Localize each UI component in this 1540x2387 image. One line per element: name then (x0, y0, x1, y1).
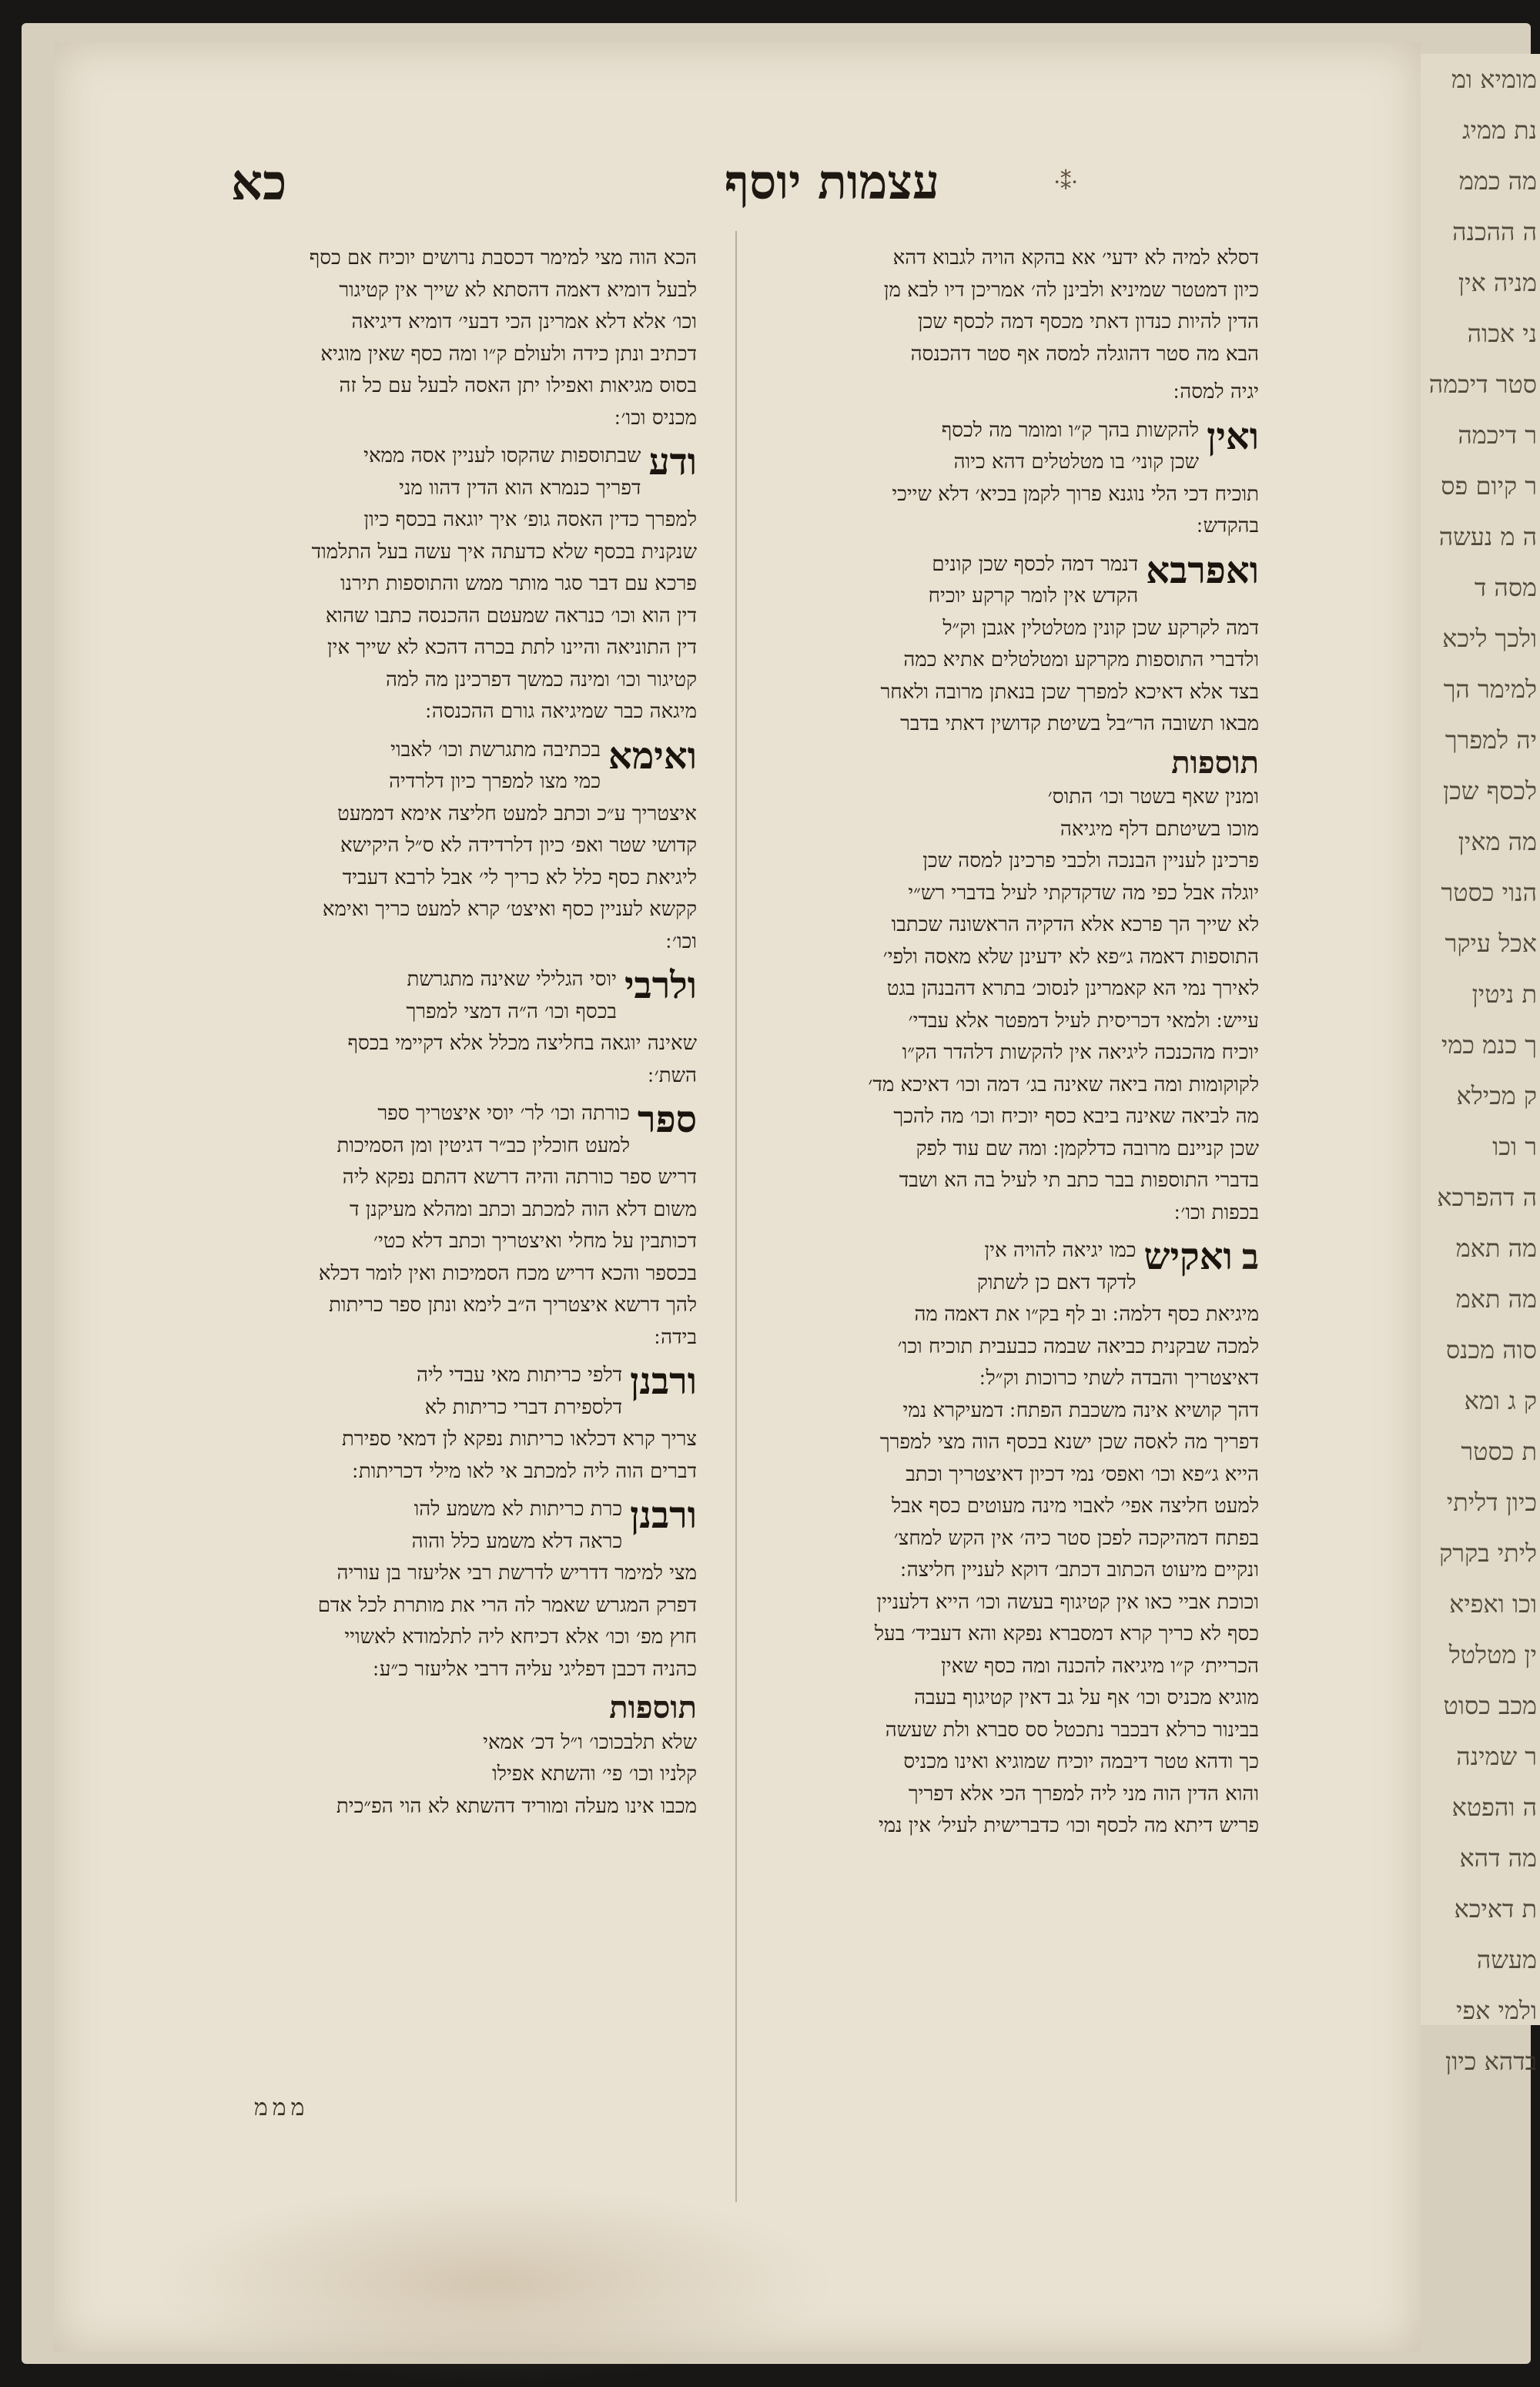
text-line: דברים הוה ליה למכתב אי לאו מילי דכריתות ׃ (352, 1459, 697, 1483)
text-column-right (758, 243, 1259, 1849)
text-line: בבינור כרלא דבכבר נתכטל סס סברא ולת שעשה (885, 1718, 1259, 1742)
commentary-paragraph (758, 243, 1259, 370)
text-line: ולדברי התוספות מקרקע ומטלטלים אתיא כמה (903, 648, 1259, 671)
next-page-text-fragment: ה מ נעשה (1438, 522, 1537, 551)
next-page-text-fragment: הנוי כסטר (1441, 878, 1537, 907)
text-line: כמו יגיאה להויה אין (984, 1239, 1137, 1262)
text-line: בכפות וכו׳ ׃ (1174, 1200, 1259, 1224)
text-line: לאירך נמי הא קאמרינן לנסוכ׳ בתרא דהבנהן בגט (886, 977, 1259, 1000)
next-page-text-fragment: מה תאמ (1455, 1234, 1537, 1263)
text-line: דפריך כנמרא הוא הדין דהוו מני (399, 476, 641, 500)
text-line: קדושי שטר ואפ׳ כיון דלרדידה לא ס״ל היקישא (340, 834, 697, 857)
lemma-heading: ורבנן (630, 1360, 697, 1403)
text-line: התוספות דאמה ג״פא לא ידעינן שלא מאסה ולפי׳ (882, 945, 1259, 969)
text-line: דאיצטריך והבדה לשתי כרוכות וק״ל ׃ (979, 1367, 1259, 1390)
next-page-text-fragment: אכל עיקר (1445, 929, 1537, 958)
text-line: ומנין שאף בשטר וכו׳ התוס׳ (1047, 785, 1259, 808)
text-line: שבתוספות שהקסו לעניין אסה ממאי (363, 444, 641, 467)
next-page-text-fragment: מומיא ומ (1451, 65, 1537, 94)
next-page-text-fragment: סטר דיכמה (1428, 370, 1537, 399)
text-line: להקשות בהך ק״ו ומומר מה לכסף (941, 418, 1200, 442)
text-line: דכותבין על מחלי ואיצטריך וכתב דלא כטי׳ (373, 1230, 697, 1253)
text-line: הייא ג״פא וכו׳ ואפס׳ נמי דכיון דאיצטריך וכתב (906, 1462, 1259, 1486)
text-line: השת׳ ׃ (648, 1063, 697, 1087)
text-line: מוכו בשיטתם דלף מיגיאה (1060, 817, 1259, 841)
text-line: יוגלה אבל כפי מה שדקדקתי לעיל בדברי רש״י (908, 881, 1259, 905)
tosafot-heading: תוספות (1171, 744, 1259, 781)
text-line: פרכא עם דבר סגר מותר ממש והתוספות תירנו (340, 572, 697, 595)
lemma-heading: ולרבי (624, 964, 697, 1007)
text-line: כהניה דכבן דפליגי עליה דרבי אליעזר כ״ע ׃ (373, 1657, 697, 1681)
next-page-text-fragment: למימר הך (1443, 675, 1537, 704)
text-line: כיון דמטטר שמיניא ולבינן לה׳ אמריכן דיו לבא מן (883, 278, 1259, 302)
next-page-text-fragment: מסה ד (1474, 573, 1537, 602)
text-line: מצי למימר דדריש לדרשת רבי אליעזר בן עוריה (336, 1562, 697, 1585)
text-line: עייש ׃ ולמאי דכריסית לעיל דמפטר אלא עבדי׳ (908, 1009, 1259, 1033)
text-line: כראה דלא משמע כלל והוה (411, 1529, 623, 1553)
text-line: בסוס מגיאות ואפילו יתן האסה לבעל עם כל זה (339, 374, 697, 397)
text-line: מכניס וכו׳ ׃ (614, 406, 697, 430)
next-page-text-fragment: ת כסטר (1461, 1437, 1537, 1466)
tosafot-heading: תוספות (609, 1689, 697, 1726)
next-page-text-fragment: ולמי אפי (1455, 1996, 1537, 2025)
text-line: והוא הדין הוה מני ליה למפרך הכי אלא דפריך (908, 1782, 1259, 1806)
commentary-paragraph (196, 1494, 697, 1686)
text-line: הבא מה סטר דהוגלה למסה אף סטר דהכנסה (910, 342, 1259, 366)
text-line: משום דלא הוה למכתב וכתב ומהלא מעיקנן ד (349, 1197, 697, 1221)
next-page-text-fragment: מה מאין (1458, 827, 1537, 856)
text-line: בדברי התוספות בבר כתב תי לעיל בה הא ושבד (899, 1169, 1259, 1192)
text-line: שכן קוני׳ בו מטלטלים דהא כיוה (953, 450, 1200, 474)
text-line: מוגיא מכניס וכו׳ אף על גב דאין קטיגוף בעבה (914, 1686, 1259, 1709)
next-page-edge (1417, 54, 1540, 2076)
next-page-text-fragment: ה ההכנה (1452, 217, 1537, 246)
text-line: איצטריך ע״כ וכתב למעט חליצה אימא דממעט (337, 802, 697, 825)
text-line: פרכינן לעניין הבנכה ולכבי פרכינן למסה שכן (922, 849, 1259, 872)
text-line: למעט חוכלין כב״ר דגיטין ומן הסמיכות (336, 1133, 630, 1157)
text-line: לא שייך הך פרכא אלא הדקיה הראשונה שכתבו (891, 913, 1259, 936)
text-line: מיגיאת כסף דלמה ׃ וב לף בק״ו את דאמה מה (914, 1303, 1259, 1326)
text-line: דפרק המגרש שאמר לה הרי את מותרת לכל אדם (317, 1593, 697, 1617)
text-line: למעט חליצה אפי׳ לאבוי מינה מעוטים כסף אבל (891, 1495, 1259, 1518)
text-line: חוץ מפ׳ וכו׳ אלא דכיחא ליה לתלמודא לאשויי (344, 1625, 697, 1649)
text-line: צריך קרא דכלאו כריתות נפקא לן דמאי ספירת (342, 1428, 697, 1451)
text-line: קלניו וכו׳ פי׳ והשתא אפילו (492, 1763, 697, 1786)
text-line: דין התוניאה והיינו לתת בכרה דהכא לא שייך אין (327, 636, 697, 659)
text-line: בכסף וכו׳ ה״ה דמצי למפרך (406, 999, 617, 1023)
next-page-text-fragment: ולכך ליכא (1442, 624, 1537, 653)
paper-stain (146, 2183, 839, 2383)
next-page-text-fragment: ני אכוה (1467, 319, 1537, 348)
next-page-text-fragment: כיון דליתי (1446, 1488, 1537, 1517)
page-header (139, 154, 1371, 246)
commentary-paragraph (758, 1235, 1259, 1843)
text-line: הכריית׳ ק״ו מיגיאה להכנה ומה כסף שאין (941, 1654, 1259, 1678)
section-marker: ב (1241, 1236, 1259, 1277)
next-page-text-fragment: לכסף שכן (1442, 776, 1537, 805)
commentary-paragraph (196, 1098, 697, 1354)
next-page-text-fragment: ליתי בקרק (1439, 1538, 1537, 1568)
commentary-paragraph (758, 415, 1259, 543)
next-page-text-fragment: ה דהפרכא (1437, 1183, 1537, 1212)
running-title: עצמות יוסף (724, 154, 939, 210)
text-line: וכוכת אביי כאו אין קטיגוף בעשה וכו׳ הייא דלעניין (876, 1590, 1259, 1614)
header-ornament-icon: ·⁑· (1053, 169, 1078, 195)
next-page-text-fragment: ק ג ומא (1464, 1386, 1537, 1415)
text-line: דהך קושיא אינה משכבת הפתח ׃ דמעיקרא נמי (902, 1398, 1259, 1422)
next-page-text-fragment: ה והפטא (1451, 1793, 1537, 1822)
text-line: שאינה יוגאה בחליצה מכלל אלא דקיימי בכסף (347, 1032, 697, 1055)
next-page-text-fragment: ק מכילא (1456, 1081, 1537, 1110)
lemma-heading: ואימא (608, 734, 697, 778)
text-line: תוכיח דכי הלי נוגנא פרוך לקמן בכיא׳ דלא שייכי (892, 482, 1259, 506)
text-line: בהקדש ׃ (1197, 514, 1259, 537)
lemma-heading: ואפרבא (1146, 548, 1259, 592)
text-line: דריש ספר כורתה והיה דרשא דהתם נפקא ליה (342, 1166, 697, 1189)
text-line: דמה לקרקע שכן קונין מטלטלין אגבן וק״ל (942, 616, 1259, 640)
next-page-text-fragment: נת ממיג (1462, 116, 1537, 145)
next-page-text-fragment: יה למפרך (1445, 725, 1537, 755)
folio-number: כא (231, 154, 287, 212)
text-line: בכספר והכא דריש מכח הסמיכות ואין לומר דכלא (318, 1261, 697, 1285)
column-divider (735, 231, 737, 2202)
next-page-text-fragment: ר וכו (1492, 1132, 1537, 1161)
next-page-text-fragment: ת ניטין (1471, 979, 1537, 1009)
text-line: להך דרשא איצטריך ה״ב לימא ונתן ספר כריתות (329, 1294, 697, 1317)
next-page-text-fragment: בדהא כיון (1445, 2047, 1537, 2076)
text-line: דין הוא וכו׳ כנראה שמעטם ההכנסה כתבו שהוא (325, 604, 697, 628)
text-line: וכו׳ ׃ (665, 929, 697, 953)
text-line: כורתה וכו׳ לר׳ יוסי איצטריך ספר (377, 1102, 630, 1125)
text-line: ליגיאת כסף כלל לא כריך לי׳ אבל לרבא דעביד (342, 865, 697, 889)
text-line: דלספירת דברי כריתות לא (424, 1395, 623, 1419)
text-line: יוסי הגלילי שאינה מתגרשת (407, 968, 617, 991)
text-line: מה לביאה שאינה ביבא כסף יוכיח וכו׳ מה להכך (893, 1105, 1259, 1128)
text-line: למפרך כדין האסה גופ׳ איך יוגאה בכסף כיון (363, 508, 697, 531)
text-line: דלפי כריתות מאי עבדי ליה (416, 1364, 623, 1387)
commentary-paragraph (196, 735, 697, 959)
text-line: ונקיים מיעוט הכתוב דכתב׳ דוקא לעניין חליצה ׃ (900, 1558, 1259, 1582)
next-page-text-fragment: ר קיום פס (1441, 471, 1537, 500)
next-page-text-fragment: מה כממ (1458, 166, 1537, 196)
text-line: יוכיח מהכנכה ליגיאה אין להקשות דלהדר הק״ו (902, 1041, 1259, 1064)
next-page-text-fragment: ר דיכמה (1458, 420, 1537, 450)
text-line: לבעל דומיא דאמה דהסתא לא שייך אין קטיגור (339, 278, 697, 302)
commentary-paragraph (196, 243, 697, 434)
commentary-paragraph (196, 964, 697, 1092)
signature-mark: מממ (254, 2094, 310, 2121)
text-line: בצד אלא דאיכא למפרך שכן בנאתן מרובה ולאחר (880, 680, 1259, 704)
text-line: למכה שבקנית כביאה שבמה כבעבית תוכיח וכו׳ (897, 1334, 1259, 1358)
lemma-heading: ספר (638, 1098, 697, 1141)
text-line: שלא תלבכוכו׳ ו״ל דכ׳ אמאי (483, 1730, 697, 1754)
text-line: שכן קניינם מרובה כדלקמן ׃ ומה שם עוד לפק (916, 1137, 1259, 1160)
commentary-paragraph (758, 377, 1259, 409)
text-line: כרת כריתות לא משמע להו (413, 1498, 623, 1521)
text-line: הקדש אין לומר קרקע יוכיח (928, 584, 1139, 608)
lemma-heading: ואין (1207, 414, 1259, 458)
text-line: דכתיב ונתן כידה ולעולם ק״ו ומה כסף שאין מוגיא (320, 342, 697, 366)
next-page-text-fragment: מניה אין (1458, 268, 1537, 297)
text-line: כמי מצו למפרך כיון דלרדיה (389, 770, 601, 793)
text-line: בידה ׃ (654, 1325, 697, 1349)
commentary-paragraph (196, 1360, 697, 1488)
next-page-text-fragment: סוה מכנס (1445, 1335, 1537, 1364)
text-line: לקוקומות ומה ביאה שאינה בג׳ דמה וכו׳ דאיכא מד׳ (868, 1073, 1259, 1096)
next-page-text-fragment: ין מטלטל (1448, 1640, 1537, 1669)
text-line: כסף לא כריך קרא דמסברא נפקא והא דעביד׳ בעל (874, 1622, 1259, 1645)
lemma-heading: ורבנן (630, 1494, 697, 1537)
text-line: מיגאה כבר שמיגיאה גורם ההכנסה ׃ (425, 700, 697, 723)
text-line: קקשא לעניין כסף ואיצט׳ קרא למעט כריך ואימא (322, 898, 697, 921)
text-line: שנקנית בכסף שלא כדעתה איך עשה בעל התלמוד (311, 540, 697, 564)
next-page-text-fragment: מעשה (1476, 1945, 1537, 1974)
commentary-paragraph (758, 549, 1259, 741)
next-page-text-fragment: ך כנמ כמי (1441, 1030, 1537, 1060)
lemma-heading: ואקיש (1143, 1235, 1233, 1278)
text-line: דפריך מה לאסה שכן ישנא בכסף הוה מצי למפרך (879, 1431, 1259, 1454)
text-line: כך ודהא טטר דיבמה יוכיח שמוגיא ואינו מכניס (903, 1750, 1259, 1773)
text-line: פריש דיתא מה לכסף וכו׳ כדברישית לעיל׳ אין נמי (878, 1814, 1259, 1837)
text-column-left (196, 243, 697, 1829)
text-line: דסלא למיה לא ידעי׳ אא בהקא הויה לגבוא דהא (892, 246, 1259, 270)
next-page-text-fragment: מכב כסוט (1443, 1691, 1537, 1720)
text-line: קטיגור וכו׳ ומינה כמשך דפרכינן מה למה (385, 668, 697, 691)
commentary-paragraph (758, 744, 1259, 1230)
lemma-heading: ודע (648, 440, 697, 484)
text-line: וכו׳ אלא דלא אמרינן הכי דבעי׳ דומיא דיגיאה (351, 310, 697, 333)
text-line: דנמר דמה לכסף שכן קונים (932, 552, 1139, 576)
text-line: בכתיבה מתגרשת וכו׳ לאבוי (390, 738, 601, 762)
commentary-paragraph (196, 1689, 697, 1823)
text-line: בפתח דמהיקכה לפכן סטר כיה׳ אין הקש למחצ׳ (893, 1526, 1259, 1550)
next-page-text-fragment: מה תאמ (1455, 1284, 1537, 1314)
text-line: יגיה למסה ׃ (1173, 380, 1259, 403)
text-line: הכא הוה מצי למימר דכסבת נרושים יוכיח אם כסף (309, 246, 697, 270)
commentary-paragraph (196, 440, 697, 728)
next-page-text-fragment: ת דאיכא (1454, 1894, 1537, 1923)
text-line: הדין להיות כנדון דאתי מכסף דמה לכסף שכן (917, 310, 1259, 333)
text-line: לדקד דאם כן לשתוק (976, 1270, 1137, 1294)
text-line: מבאו תשובה הר״בל בשיטת קדושין דאתי בדבר (900, 712, 1259, 735)
next-page-text-fragment: מה דהא (1459, 1843, 1537, 1873)
next-page-text-fragment: ר שמינה (1456, 1742, 1537, 1771)
next-page-text-fragment: וכו ואפיא (1449, 1589, 1537, 1619)
text-line: מכבו אינו מעלה ומוריד דהשתא לא הוי הפ״כית (336, 1794, 697, 1818)
